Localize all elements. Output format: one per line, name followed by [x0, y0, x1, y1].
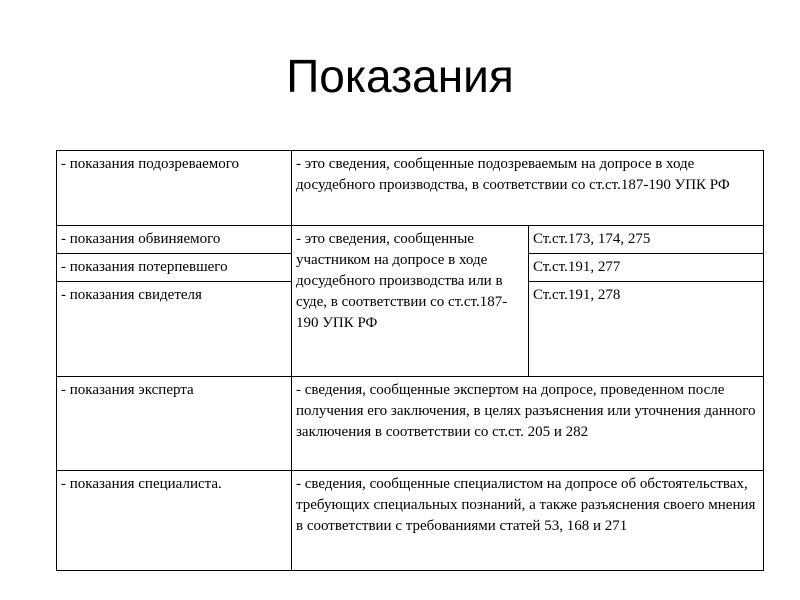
articles-cell-witness: Ст.ст.191, 278: [529, 282, 764, 377]
term-cell-accused: - показания обвиняемого: [57, 226, 292, 254]
testimony-table: [56, 150, 764, 571]
table-row-accused: [57, 226, 764, 254]
table-row-suspect: [57, 151, 764, 226]
table-row-specialist: [57, 471, 764, 571]
table-row-expert: [57, 377, 764, 471]
articles-cell-victim: Ст.ст.191, 277: [529, 254, 764, 282]
term-cell-suspect: - показания подозреваемого: [57, 151, 292, 226]
definition-cell-shared: - это сведения, сообщенные участником на допросе в ходе досудебного производства или в суде, в соответствии со ст.ст.187-190 УПК РФ: [292, 226, 529, 377]
articles-cell-accused: Ст.ст.173, 174, 275: [529, 226, 764, 254]
term-cell-specialist: - показания специалиста.: [57, 471, 292, 571]
term-cell-victim: - показания потерпевшего: [57, 254, 292, 282]
term-cell-expert: - показания эксперта: [57, 377, 292, 471]
slide-title: Показания: [286, 50, 514, 102]
term-cell-witness: - показания свидетеля: [57, 282, 292, 377]
definition-cell-suspect: - это сведения, сообщенные подозреваемым на допросе в ходе досудебного производства, в соответствии со ст.ст.187-190 УПК РФ: [292, 151, 764, 226]
definition-cell-expert: - сведения, сообщенные экспертом на допросе, проведенном после получения его заключения, в целях разъяснения или уточнения данного заключения в соответствии со ст.ст. 205 и 282: [292, 377, 764, 471]
definition-cell-specialist: - сведения, сообщенные специалистом на допросе об обстоятельствах, требующих специальных познаний, а также разъяснения своего мнения в соответствии с требованиями статей 53, 168 и 271: [292, 471, 764, 571]
